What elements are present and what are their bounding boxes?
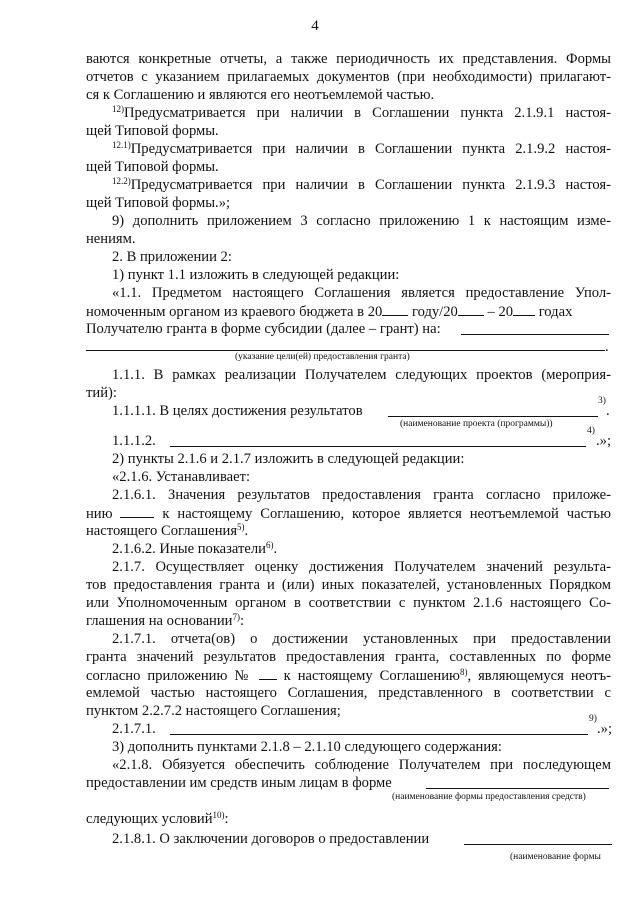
text-line: отчетов с указанием прилагаемых документов (при необходимости) прилагают- [86,69,611,85]
text-line: Получателю гранта в форме субсидии (далее – грант) на: [86,321,441,337]
field-caption: (наименование проекта (программы)) [400,419,553,429]
text-line: щей Типовой формы. [86,159,219,175]
text-line: . [606,403,610,419]
fill-blank [170,734,588,735]
text-line: номоченным органом из краевого бюджета в 20 году/20 – 20 годах [86,304,573,320]
text-line: тий): [86,385,117,401]
fill-blank [170,446,586,447]
section-heading: 2. В приложении 2: [112,249,232,265]
footnote-mark: 4) [587,426,595,436]
footnote-mark: 12.2) [112,176,131,186]
footnote-mark: 5) [237,522,245,532]
footnote-mark: 6) [265,540,274,550]
fill-blank [426,788,609,789]
text-line: глашения на основании$^{7)}$: [86,612,245,629]
text-line: нию к настоящему Соглашению, которое является неотъемлемой частью [86,506,611,522]
field-caption: (указание цели(ей) предоставления гранта) [235,352,410,362]
footnote-line: $^{12)}$Предусматривается при наличии в Соглашении пункта 2.1.9.1 настоя- [112,104,611,121]
text-line: щей Типовой формы. [86,123,219,139]
footnote-mark: 3) [598,396,606,406]
page-number: 4 [311,18,319,34]
text-line: 1.1.1.2. [112,433,156,449]
footnote-mark: 12.1) [112,140,131,150]
footnote-mark: 8) [459,667,468,677]
text-line: 2.1.7.1. [112,721,156,737]
text-line: щей Типовой формы.»; [86,195,231,211]
fill-blank [86,350,605,351]
footnote-mark: 12) [112,104,124,114]
appendix-number-blank [120,504,154,518]
text-line: 2.1.6.1. Значения результатов предоставления гранта согласно приложе- [112,487,611,503]
text-line: нениям. [86,231,136,247]
field-caption: (наименование формы предоставления средств) [392,792,586,802]
text-line: .»; [597,721,612,737]
text-line: 2) пункты 2.1.6 и 2.1.7 изложить в следующей редакции: [112,451,465,467]
text-line: настоящего Соглашения$^{5)}$. [86,522,249,539]
text-line: 1.1.1. В рамках реализации Получателем следующих проектов (мероприя- [112,367,611,383]
year-blank [382,302,408,316]
text-line: .»; [596,433,611,449]
text-line: ся к Соглашению и являются его неотъемлемой частью. [86,87,435,103]
text-line: или Уполномоченным органом в соответствии с пунктом 2.1.6 настоящего Со- [86,595,611,611]
text-line: 1.1.1.1. В целях достижения результатов [112,403,363,419]
text-line: предоставлении им средств иным лицам в форме [86,775,392,791]
text-line: емлемой частью настоящего Соглашения, представленного в соответствии с [86,685,611,701]
field-caption: (наименование формы [510,852,601,862]
text-line: 1) пункт 1.1 изложить в следующей редакции: [112,267,400,283]
text-line: «1.1. Предметом настоящего Соглашения является предоставление Упол- [112,285,611,301]
footnote-mark: 7) [232,612,240,622]
year-blank [458,302,484,316]
text-line: 3) дополнить пунктами 2.1.8 – 2.1.10 следующего содержания: [112,739,502,755]
fill-blank [461,334,609,335]
footnote-mark: 10) [212,810,225,820]
text-line: гранта значений результатов предоставления гранта, составленных по форме [86,649,611,665]
text-line: 9) дополнить приложением 3 согласно приложению 1 к настоящим изме- [112,213,611,229]
text-line: «2.1.8. Обязуется обеспечить соблюдение Получателем при последующем [112,757,611,773]
text-line: 2.1.8.1. О заключении договоров о предоставлении [112,831,430,847]
text-line: «2.1.6. Устанавливает: [112,469,251,485]
text-line: . [605,339,609,355]
text-line: 2.1.7.1. отчета(ов) о достижении установленных при предоставлении [112,631,611,647]
text-line: 2.1.7. Осуществляет оценку достижения Получателем значений результа- [112,559,611,575]
appendix-number-blank [259,666,277,680]
text-line: ваются конкретные отчеты, а также периодичность их представления. Формы [86,51,611,67]
fill-blank [388,416,598,417]
text-line: пунктом 2.2.7.2 настоящего Соглашения; [86,703,341,719]
text-line: следующих условий$^{10)}$: [86,810,229,827]
footnote-line: $^{12.2)}$Предусматривается при наличии в Соглашении пункта 2.1.9.3 настоя- [112,176,611,193]
footnote-mark: 9) [589,714,597,724]
text-line: согласно приложению № к настоящему Соглашению$^{8)}$, являющемуся неотъ- [86,667,611,684]
year-blank [513,302,535,316]
footnote-line: $^{12.1)}$Предусматривается при наличии в Соглашении пункта 2.1.9.2 настоя- [112,140,611,157]
text-line: 2.1.6.2. Иные показатели$^{6)}$. [112,540,278,557]
text-line: тов предоставления гранта и (или) иных показателей, установленных Порядком [86,577,611,593]
fill-blank [464,844,612,845]
